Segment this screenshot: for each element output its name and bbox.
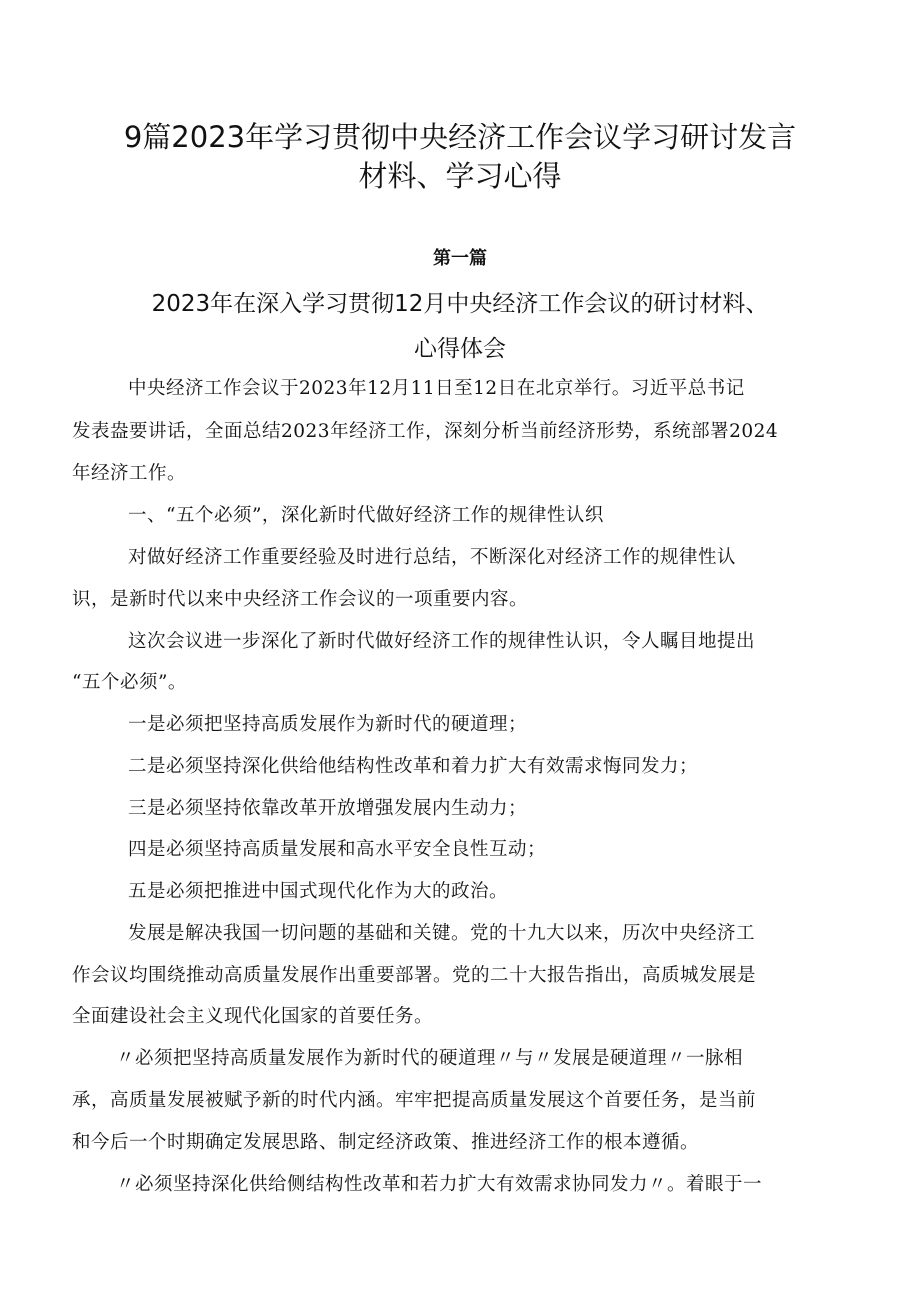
body-line: 〃必须坚持深化供给侧结构性改革和若力扩大有效需求协同发力〃。着眼于一: [116, 1174, 763, 1195]
section-heading: 一、“五个必须”，深化新时代做好经济工作的规律性认织: [128, 505, 604, 526]
list-item: 三是必须坚持依靠改革开放增强发展内生动力；: [128, 798, 528, 819]
document-title-line-2: 材料、学习心得: [358, 159, 562, 193]
list-item: 二是必须坚持深化供给他结构性改革和着力扩大有效需求悔同发力；: [128, 756, 699, 777]
section-title-line-2: 心得体会: [414, 336, 506, 362]
body-line: 全面建设社会主义现代化国家的首要任务。: [72, 1006, 434, 1027]
body-line: 中央经济工作会议于2023年12月11日至12日在北京举行。习近平总书记: [128, 378, 745, 399]
body-line: 〃必须把坚持高质量发展作为新时代的硬道理〃与〃发展是硬道理〃一脉相: [116, 1048, 744, 1069]
body-line: 承，高质量发展被赋予新的时代内涵。牢牢把提高质量发展这个首要任务，是当前: [72, 1090, 757, 1111]
body-line: 这次会议进一步深化了新时代做好经济工作的规律性认识，令人瞩目地提出: [128, 631, 756, 652]
body-line: 作会议均围绕推动高质量发展作出重要部署。党的二十大报告指出，高质城发展是: [72, 965, 757, 986]
section-title-line-1: 2023年在深入学习贯彻12月中央经济工作会议的研讨材料、: [151, 291, 769, 317]
section-label: 第一篇: [433, 248, 487, 269]
body-line: 年经济工作。: [72, 463, 187, 484]
body-line: 发表盎要讲话，全面总结2023年经济工作，深刻分析当前经济形势，系统部署2024: [72, 421, 779, 442]
body-line: 发展是解决我国一切问题的基础和关键。党的十九大以来，历次中央经济工: [128, 923, 756, 944]
document-title-line-1: 9篇2023年学习贯彻中央经济工作会议学习研讨发言: [123, 120, 797, 154]
body-line: 对做好经济工作重要经验及时进行总结，不断深化对经济工作的规律性认: [128, 547, 737, 568]
list-item: 一是必须把坚持高质发展作为新时代的硬道理；: [128, 714, 528, 735]
list-item: 五是必须把推进中国式现代化作为大的政治。: [128, 881, 509, 902]
body-line: “五个必须”。: [72, 672, 187, 693]
list-item: 四是必须坚持高质量发展和高水平安全良性互动；: [128, 839, 547, 860]
body-line: 和今后一个时期确定发展思路、制定经济政策、推进经济工作的根本遵循。: [72, 1132, 700, 1153]
body-line: 识，是新时代以来中央经济工作会议的一项重要内容。: [72, 589, 529, 610]
